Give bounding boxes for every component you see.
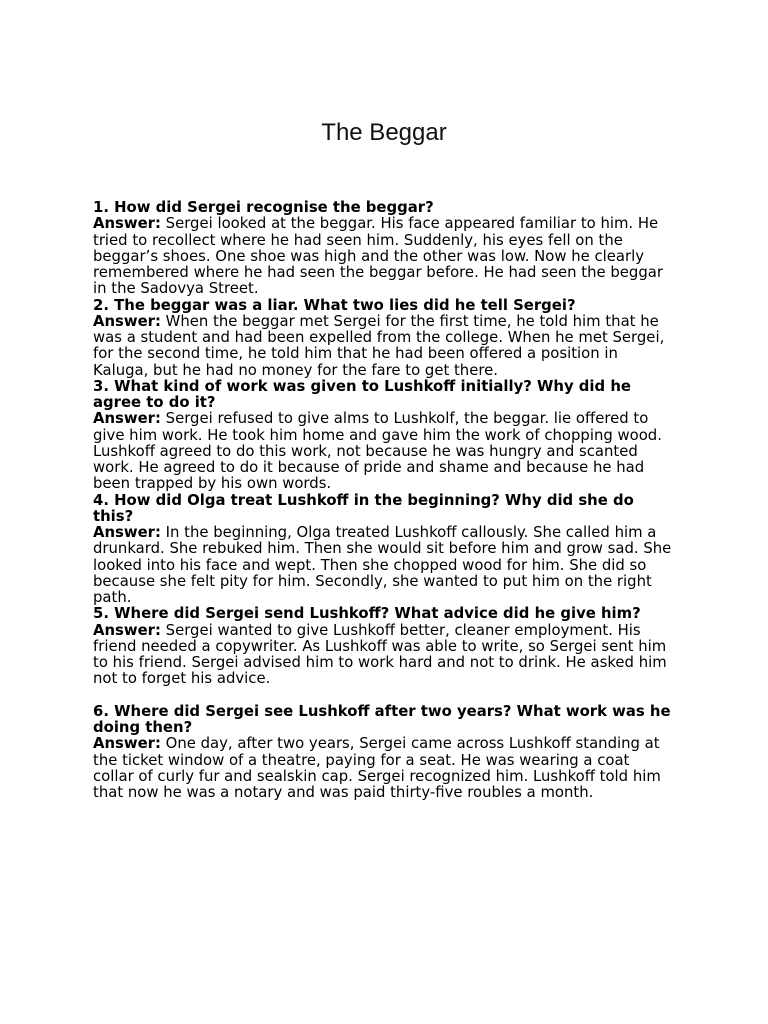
qa-item-1 [93, 199, 672, 297]
answer-label: Answer: [93, 523, 161, 541]
qa-item-4 [93, 492, 672, 606]
answer-label: Answer: [93, 620, 161, 639]
question-5: 5. Where did Sergei send Lushkoff? What advice did he give him? [93, 604, 641, 623]
answer-text: When the beggar met Sergei for the first time, he told him that he was a student and had been expelled from the college. When he met Sergei, for the second time, he told him that he had been offered a position in Kaluga, but he had no money for the fare to get there. [93, 311, 665, 379]
answer-text: One day, after two years, Sergei came across Lushkoff standing at the ticket window of a theatre, paying for a seat. He was wearing a coat collar of curly fur and sealskin cap. Sergei recognized him. Lushkoff told him that now he was a notary and was paid thirty-five roubles a month. [93, 734, 661, 801]
qa-list [93, 199, 672, 800]
qa-item-5 [93, 605, 672, 686]
qa-item-2 [93, 297, 672, 378]
answer-label: Answer: [93, 409, 161, 428]
answer-6 [93, 735, 672, 800]
answer-5 [93, 622, 672, 687]
qa-item-6 [93, 703, 672, 801]
question-2: 2. The beggar was a liar. What two lies did he tell Sergei? [93, 295, 576, 314]
page-title: The Beggar [321, 119, 447, 146]
qa-item-3 [93, 378, 672, 492]
answer-4 [93, 524, 672, 605]
answer-text: Sergei looked at the beggar. His face appeared familiar to him. He tried to recollect where he had seen him. Suddenly, his eyes fell on the beggar’s shoes. One shoe was high and the other was low. Now he clearly remembered where he had seen the beggar before. He had seen the beggar in the Sadovya Street. [93, 214, 663, 298]
answer-text: Sergei wanted to give Lushkoff better, cleaner employment. His friend needed a copywriter. As Lushkoff was able to write, so Sergei sent him to his friend. Sergei advised him to work hard and not to drink. He asked him not to forget his advice. [93, 620, 667, 688]
answer-label: Answer: [93, 311, 161, 330]
answer-1 [93, 215, 672, 296]
answer-3 [93, 410, 672, 491]
question-3: 3. What kind of work was given to Lushkoff initially? Why did he agree to do it? [93, 376, 631, 411]
question-1: 1. How did Sergei recognise the beggar? [93, 198, 434, 216]
answer-label: Answer: [93, 214, 161, 233]
answer-text: Sergei refused to give alms to Lushkolf, the beggar. lie offered to give him work. He took him home and gave him the work of chopping wood. Lushkoff agreed to do this work, not because he was hungry and scanted work. He agreed to do it because of pride and shame and because he had been trapped by his own words. [93, 409, 662, 493]
answer-2 [93, 313, 672, 378]
answer-label: Answer: [93, 734, 161, 753]
question-4: 4. How did Olga treat Lushkoff in the beginning? Why did she do this? [93, 490, 634, 525]
question-6: 6. Where did Sergei see Lushkoff after two years? What work was he doing then? [93, 701, 671, 736]
answer-text: In the beginning, Olga treated Lushkoff callously. She called him a drunkard. She rebuked him. Then she would sit before him and grow sad. She looked into his face and wept. Then she chopped wood for him. She did so because she felt pity for him. Secondly, she wanted to put him on the right path. [93, 523, 672, 606]
